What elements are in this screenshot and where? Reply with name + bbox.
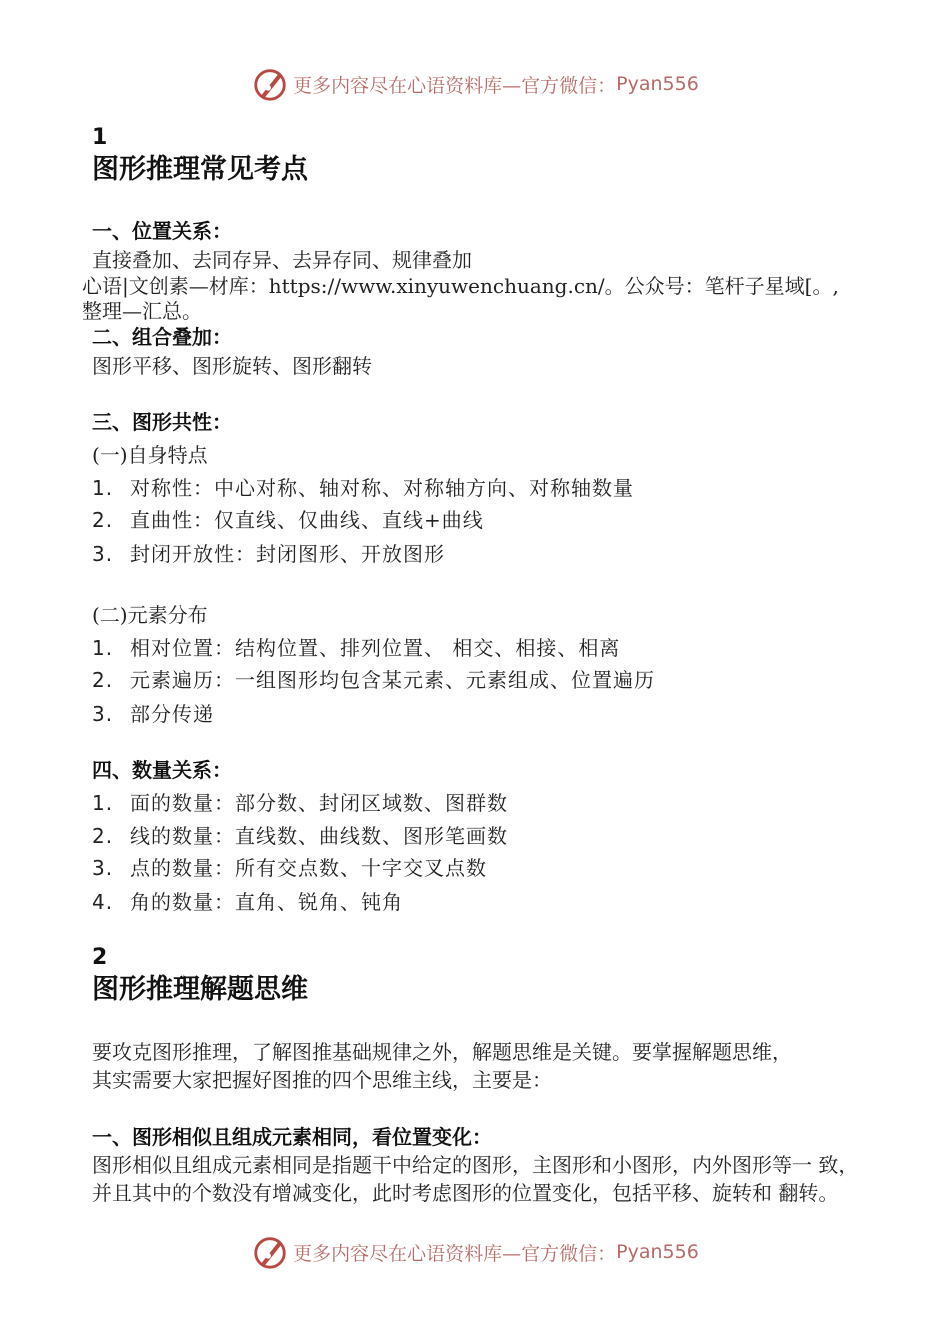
subheading: (一)自身特点 [92,443,208,467]
heading: 三、图形共性： [92,410,232,434]
paragraph: 图形平移、图形旋转、图形翻转 [92,354,372,378]
section-title: 图形推理解题思维 [92,974,308,1005]
list-item: 1. 对称性：中心对称、轴对称、对称轴方向、对称轴数量 [92,476,634,500]
list-item: 1. 相对位置：结构位置、排列位置、 相交、相接、相离 [92,636,621,660]
list-item: 3. 部分传递 [92,702,214,726]
list-item: 3. 封闭开放性：封闭图形、开放图形 [92,542,445,566]
list-item: 2. 元素遍历：一组图形均包含某元素、元素组成、位置遍历 [92,668,655,692]
pen-logo-icon [251,1233,289,1271]
list-item: 2. 直曲性：仅直线、仅曲线、直线+曲线 [92,508,484,532]
watermark-text: 更多内容尽在心语资料库—官方微信： [293,1242,617,1265]
watermark-handle: Pyan556 [616,1241,699,1263]
watermark-note: 整理—汇总。 [82,299,202,323]
list-item: 1. 面的数量：部分数、封闭区域数、图群数 [92,791,508,815]
header-watermark [0,64,950,104]
heading: 一、图形相似且组成元素相同，看位置变化： [92,1125,492,1149]
list-item: 4. 角的数量：直角、锐角、钝角 [92,890,403,914]
paragraph: 并且其中的个数没有增减变化，此时考虑图形的位置变化，包括平移、旋转和 翻转。 [92,1181,839,1205]
section-number: 1 [92,125,108,150]
footer-watermark [0,1232,950,1272]
paragraph: 直接叠加、去同存异、去异存同、规律叠加 [92,248,472,272]
heading: 一、位置关系： [92,219,232,243]
section-title: 图形推理常见考点 [92,154,308,185]
list-item: 2. 线的数量：直线数、曲线数、图形笔画数 [92,824,508,848]
paragraph: 其实需要大家把握好图推的四个思维主线，主要是： [92,1068,552,1092]
section-number: 2 [92,945,108,970]
pen-logo-icon [251,65,289,103]
heading: 二、组合叠加： [92,325,232,349]
list-item: 3. 点的数量：所有交点数、十字交叉点数 [92,856,487,880]
paragraph: 要攻克图形推理，了解图推基础规律之外，解题思维是关键。要掌握解题思维， [92,1040,792,1064]
watermark-note: 心语|文创素—材库：https://www.xinyuwenchuang.cn/。公众号：笔杆子星域[。, [82,274,839,298]
watermark-handle: Pyan556 [616,73,699,95]
heading: 四、数量关系： [92,758,232,782]
subheading: (二)元素分布 [92,603,208,627]
paragraph: 图形相似且组成元素相同是指题干中给定的图形，主图形和小图形，内外图形等一 致， [92,1153,859,1177]
watermark-text: 更多内容尽在心语资料库—官方微信： [293,74,617,97]
